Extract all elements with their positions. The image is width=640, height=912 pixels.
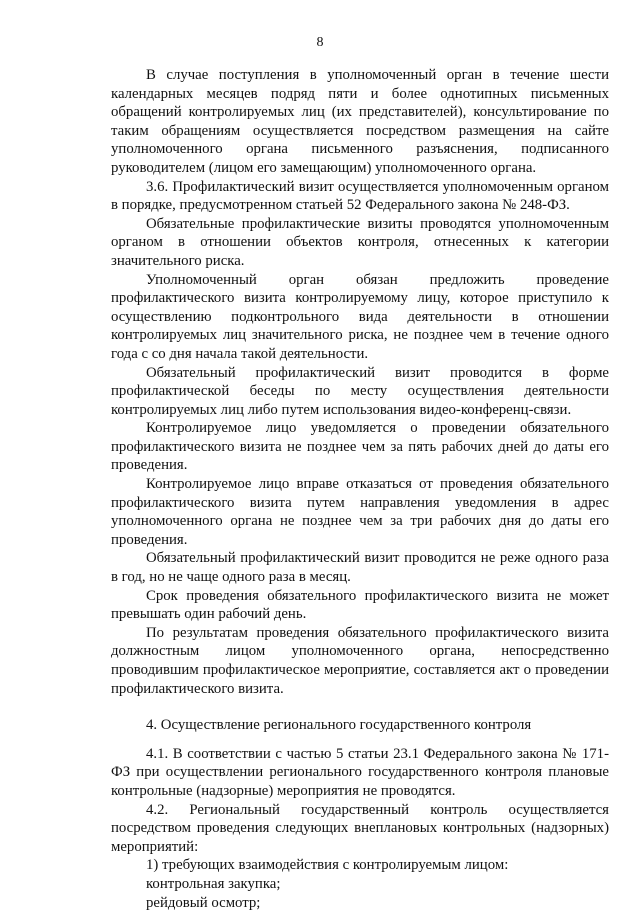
paragraph-4-2: 4.2. Региональный государственный контроль осуществляется посредством проведения следующих внеплановых контрольных (надзорных) мероприятий: [111,801,609,855]
list-item: 1) требующих взаимодействия с контролируемым лицом: [146,857,509,874]
paragraph-visit-form: Обязательный профилактический визит проводится в форме профилактической беседы по месту осуществления деятельности контролируемых лиц либо путем использования видео-конференц-связи. [111,364,609,418]
section-heading-4: 4. Осуществление регионального государственного контроля [146,717,532,734]
paragraph-visit-act: По результатам проведения обязательного профилактического визита должностным лицом уполномоченного органа, непосредственно проводившим профилактическое мероприятие, составляется акт о проведении профилактического визита. [111,624,609,697]
list-item: контрольная закупка; [146,875,281,892]
paragraph-4-1: 4.1. В соответствии с частью 5 статьи 23.1 Федерального закона № 171-ФЗ при осуществлении регионального государственного контроля плановые контрольные (надзорные) мероприятия не проводятся. [111,745,609,799]
paragraph-offer-visit: Уполномоченный орган обязан предложить проведение профилактического визита контролируемому лицу, которое приступило к осуществлению подконтрольного вида деятельности в отношении контролируемых лиц значительного риска, не позднее чем в течение одного года с со дня начала такой деятельности. [111,271,609,362]
paragraph-notification: Контролируемое лицо уведомляется о проведении обязательного профилактического визита не позднее чем за пять рабочих дней до даты его проведения. [111,420,609,474]
document-body [111,66,609,912]
paragraph-consultation-written: В случае поступления в уполномоченный орган в течение шести календарных месяцев подряд пяти и более однотипных письменных обращений контролируемых лиц (их представителей), консультирование по таким обращениям осуществляется посредством размещения на сайте уполномоченного органа письменного разъяснения, подписанного руководителем (лицом его замещающим) уполномоченного органа. [111,67,609,176]
page-number: 8 [316,35,324,50]
paragraph-duration: Срок проведения обязательного профилактического визита не может превышать один рабочий день. [111,587,609,623]
paragraph-3-6-preventive-visit: 3.6. Профилактический визит осуществляется уполномоченным органом в порядке, предусмотренном статьей 52 Федерального закона № 248-ФЗ. [111,178,609,214]
paragraph-frequency: Обязательный профилактический визит проводится не реже одного раза в год, но не чаще одного раза в месяц. [111,550,609,586]
list-item: рейдовый осмотр; [146,894,261,911]
paragraph-refusal: Контролируемое лицо вправе отказаться от проведения обязательного профилактического визита путем направления уведомления в адрес уполномоченного органа не позднее чем за три рабочих дня до даты его проведения. [111,476,609,548]
paragraph-mandatory-visits: Обязательные профилактические визиты проводятся уполномоченным органом в отношении объектов контроля, отнесенных к категории значительного риска. [111,215,609,269]
